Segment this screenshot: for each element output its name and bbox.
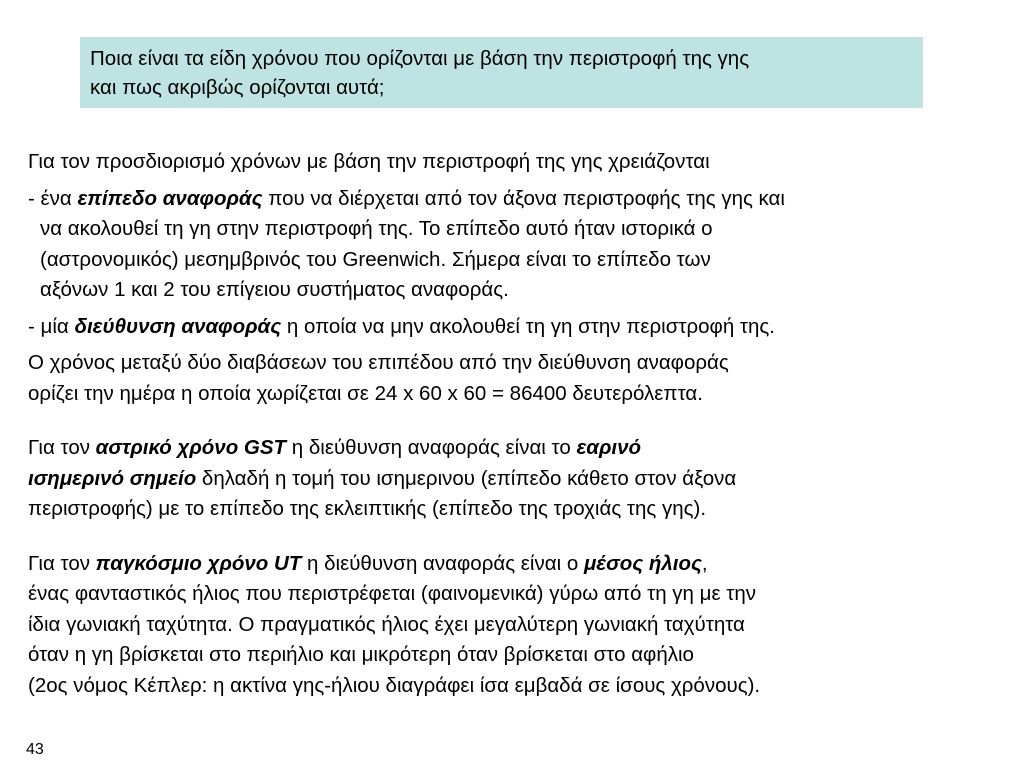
reference-plane-line-3: (αστρονομικός) μεσημβρινός του Greenwich. Σήμερα είναι το επίπεδο των [40,247,711,271]
paragraph-text: , [701,551,708,575]
sidereal-time-line-1 [28,433,1008,464]
universal-time-term: παγκόσμιο χρόνο UT [95,551,302,575]
universal-time-line-4: όταν η γη βρίσκεται στο περιήλιο και μικρότερη όταν βρίσκεται στο αφήλιο [28,643,694,666]
reference-direction-item [28,312,1008,343]
question-line-2: και πως ακριβώς ορίζονται αυτά; [90,76,385,99]
paragraph-text: η διεύθυνση αναφοράς είναι ο [301,551,584,575]
item-text: που να διέρχεται από τον άξονα περιστροφής της γης και [262,186,785,210]
question-line-1: Ποια είναι τα είδη χρόνου που ορίζονται με βάση την περιστροφή της γης [90,47,750,70]
sidereal-time-paragraph [28,433,1008,525]
item-text: η οποία να μην ακολουθεί τη γη στην περιστροφή της. [281,314,776,338]
universal-time-line-3: ίδια γωνιακή ταχύτητα. Ο πραγματικός ήλιος έχει μεγαλύτερη γωνιακή ταχύτητα [28,612,745,636]
universal-time-line-1 [28,549,1008,580]
reference-direction-line [28,312,1008,343]
vernal-term-part-2: ισημερινό σημείο [28,466,197,490]
paragraph-prefix: Για τον [28,436,96,459]
vernal-term-part-1: εαρινό [576,436,642,459]
day-definition-line-1: Ο χρόνος μεταξύ δύο διαβάσεων του επιπέδου από την διεύθυνση αναφοράς [28,351,729,374]
universal-time-paragraph [28,549,1008,702]
reference-plane-line-2: να ακολουθεί τη γη στην περιστροφή της. Το επίπεδο αυτό ήταν ιστορικά ο [40,217,713,240]
universal-time-line-5: (2ος νόμος Κέπλερ: η ακτίνα γης-ήλιου διαγράφει ίσα εμβαδά σε ίσους χρόνους). [28,673,761,697]
mean-sun-term: μέσος ήλιος [583,551,702,575]
day-definition-line-2: ορίζει την ημέρα η οποία χωρίζεται σε 24 x 60 x 60 = 86400 δευτερόλεπτα. [28,381,703,405]
day-definition-paragraph [28,348,1008,409]
reference-plane-item [28,184,1008,306]
universal-time-line-2: ένας φανταστικός ήλιος που περιστρέφεται (φαινομενικά) γύρω από τη γη με την [28,582,757,605]
question-box [80,37,923,108]
page-number: 43 [26,741,44,758]
sidereal-time-line-2 [28,464,1008,495]
sidereal-time-line-3: περιστροφής) με το επίπεδο της εκλειπτικής (επίπεδο της τροχιάς της γης). [28,497,707,520]
intro-text: Για τον προσδιορισμό χρόνων με βάση την περιστροφή της γης χρειάζονται [28,150,710,173]
reference-plane-line-4: αξόνων 1 και 2 του επίγειου συστήματος αναφοράς. [40,278,509,301]
sidereal-time-term: αστρικό χρόνο GST [95,436,287,459]
item-prefix: - μία [28,314,75,338]
item-prefix: - ένα [28,186,78,210]
paragraph-prefix: Για τον [28,551,96,575]
paragraph-text: δηλαδή η τομή του ισημερινου (επίπεδο κάθετο στον άξονα [196,466,737,490]
slide-body [28,147,1008,701]
reference-direction-term: διεύθυνση αναφοράς [74,314,282,338]
paragraph-text: η διεύθυνση αναφοράς είναι το [286,436,577,459]
reference-plane-term: επίπεδο αναφοράς [77,186,263,210]
reference-plane-line-1 [28,184,1008,215]
